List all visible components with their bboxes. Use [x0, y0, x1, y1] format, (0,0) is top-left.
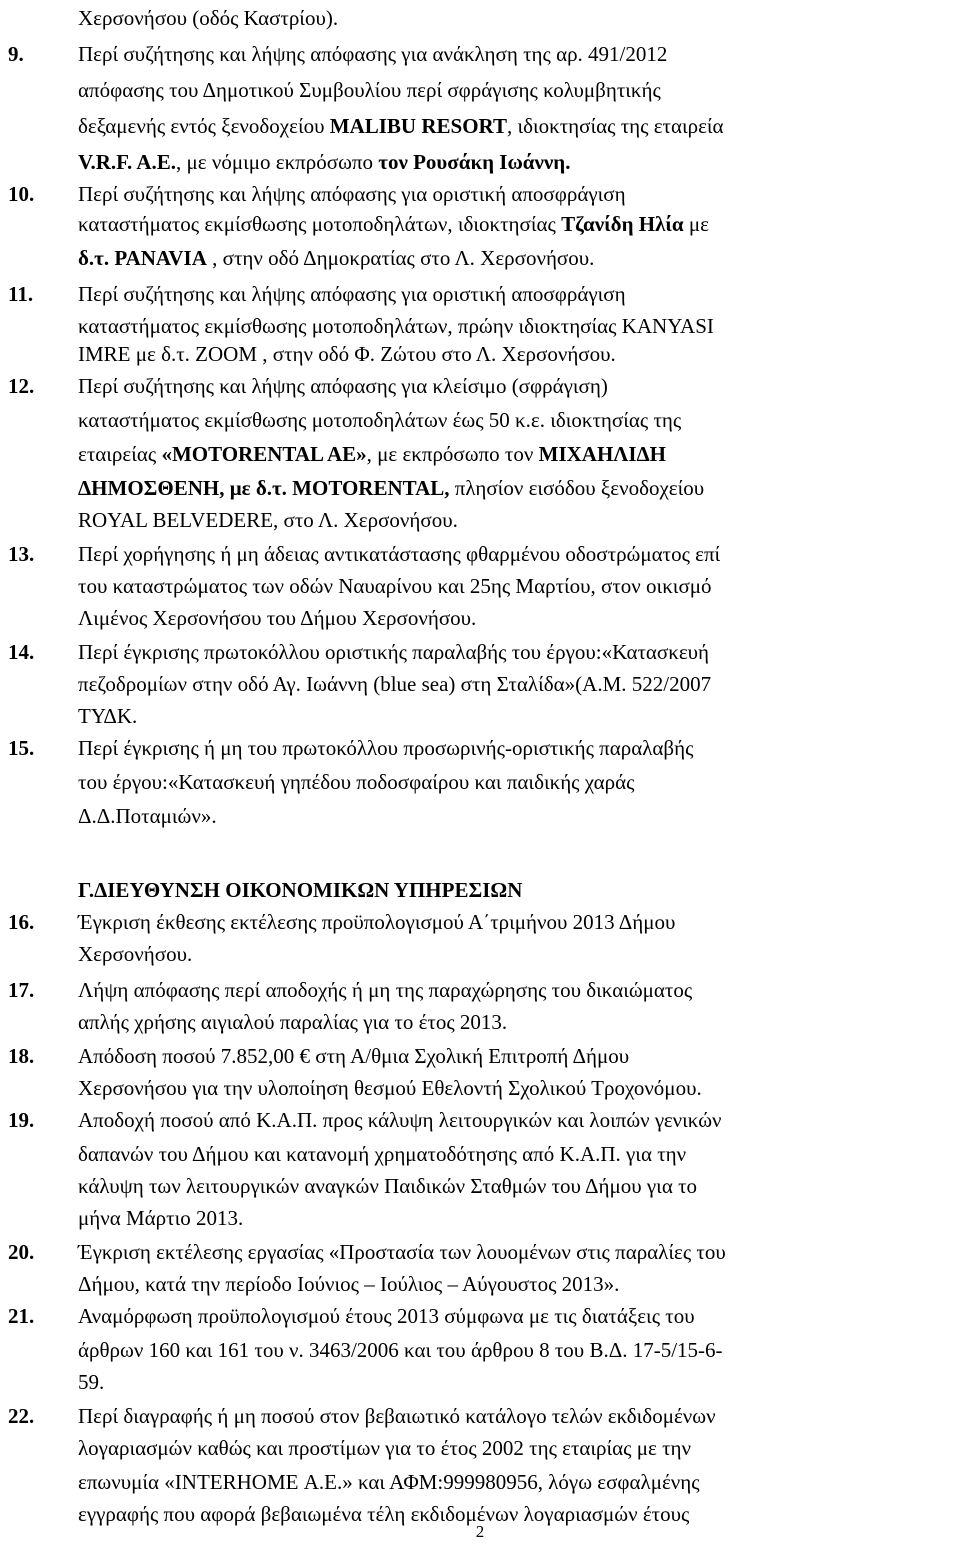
representative-name: τον Ρουσάκη Ιωάννη. [378, 150, 571, 174]
item-22-line-2: λογαριασμών καθώς και προστίμων για το έτος 2002 της εταιρίας με την [78, 1436, 691, 1460]
item-12-line-2: καταστήματος εκμίσθωσης μοτοποδηλάτων έως 50 κ.ε. ιδιοκτησίας της [78, 408, 682, 432]
item-number-16: 16. [8, 910, 35, 934]
item-12-text: , με εκπρόσωπο τον [366, 442, 539, 466]
item-12-line-4 [78, 474, 704, 502]
item-number-13: 13. [8, 542, 35, 566]
item-number-9: 9. [8, 42, 24, 66]
item-number-20: 20. [8, 1240, 35, 1264]
item-number-14: 14. [8, 640, 35, 664]
item-15-line-2: του έργου:«Κατασκευή γηπέδου ποδοσφαίρου και παιδικής χαράς [78, 770, 635, 794]
representative-name: ΜΙΧΑΗΛΙΔΗ [538, 442, 667, 466]
item-9-text: δεξαμενής εντός ξενοδοχείου [78, 114, 330, 138]
item-20-line-2: Δήμου, κατά την περίοδο Ιούνιος – Ιούλιος – Αύγουστος 2013». [78, 1272, 620, 1296]
item-16-line-2: Χερσονήσου. [78, 942, 193, 966]
owner-name: Τζανίδη Ηλία [561, 212, 684, 236]
item-11-line-2: καταστήματος εκμίσθωσης μοτοποδηλάτων, πρώην ιδιοκτησίας KANYASI [78, 314, 714, 338]
item-number-19: 19. [8, 1108, 35, 1132]
item-21-line-2: άρθρων 160 και 161 του ν. 3463/2006 και του άρθρου 8 του Β.Δ. 17-5/15-6- [78, 1338, 723, 1362]
item-12-line-3 [78, 440, 666, 468]
item-12-text: πλησίον εισόδου ξενοδοχείου [449, 476, 705, 500]
item-11-line-3: IMRE με δ.τ. ZOOM , στην οδό Φ. Ζώτου στο Λ. Χερσονήσου. [78, 342, 616, 366]
item-number-18: 18. [8, 1044, 35, 1068]
item-14-line-1: Περί έγκρισης πρωτοκόλλου οριστικής παραλαβής του έργου:«Κατασκευή [78, 640, 710, 664]
item-19-line-2: δαπανών του Δήμου και κατανομή χρηματοδότησης από Κ.Α.Π. για την [78, 1142, 687, 1166]
item-17-line-2: απλής χρήσης αιγιαλού παραλίας για το έτος 2013. [78, 1010, 508, 1034]
section-heading: Γ.ΔΙΕΥΘΥΝΣΗ ΟΙΚΟΝΟΜΙΚΩΝ ΥΠΗΡΕΣΙΩΝ [78, 878, 523, 902]
item-number-12: 12. [8, 374, 35, 398]
company-name: V.R.F. A.E. [78, 150, 177, 174]
hotel-name: MALIBU RESORT [329, 114, 507, 138]
item-21-line-3: 59. [78, 1370, 105, 1394]
item-19-line-3: κάλυψη των λειτουργικών αναγκών Παιδικών Σταθμών του Δήμου για το [78, 1174, 698, 1198]
page-number: 2 [475, 1522, 485, 1541]
item-9-text: , ιδιοκτησίας της εταιρεία [506, 114, 724, 138]
item-14-line-2: πεζοδρομίων στην οδό Αγ. Ιωάννη (blue sea) στη Σταλίδα»(Α.Μ. 522/2007 [78, 672, 712, 696]
item-number-10: 10. [8, 182, 35, 206]
item-19-line-4: μήνα Μάρτιο 2013. [78, 1206, 244, 1230]
item-22-line-1: Περί διαγραφής ή μη ποσού στον βεβαιωτικό κατάλογο τελών εκδιδομένων [78, 1404, 716, 1428]
company-name: «MOTORENTAL AE» [161, 442, 367, 466]
item-number-11: 11. [8, 282, 34, 306]
item-16-line-1: Έγκριση έκθεσης εκτέλεσης προϋπολογισμού Α΄τριμήνου 2013 Δήμου [78, 910, 676, 934]
item-13-line-3: Λιμένος Χερσονήσου του Δήμου Χερσονήσου. [78, 606, 477, 630]
item-9-line-1: Περί συζήτησης και λήψης απόφασης για ανάκληση της αρ. 491/2012 [78, 42, 668, 66]
item-18-line-1: Απόδοση ποσού 7.852,00 € στη Α/θμια Σχολική Επιτροπή Δήμου [78, 1044, 630, 1068]
item-10-line-1: Περί συζήτησης και λήψης απόφασης για οριστική αποσφράγιση [78, 182, 626, 206]
item-15-line-3: Δ.Δ.Ποταμιών». [78, 804, 217, 828]
item-11-line-1: Περί συζήτησης και λήψης απόφασης για οριστική αποσφράγιση [78, 282, 626, 306]
item-17-line-1: Λήψη απόφασης περί αποδοχής ή μη της παραχώρησης του δικαιώματος [78, 978, 693, 1002]
item-10-text: , στην οδό Δημοκρατίας στο Λ. Χερσονήσου. [206, 246, 595, 270]
item-21-line-1: Αναμόρφωση προϋπολογισμού έτους 2013 σύμφωνα με τις διατάξεις του [78, 1304, 695, 1328]
item-number-15: 15. [8, 736, 35, 760]
item-22-line-3: επωνυμία «INTERHOME Α.Ε.» και ΑΦΜ:999980956, λόγω εσφαλμένης [78, 1470, 700, 1494]
item-number-17: 17. [8, 978, 35, 1002]
representative-trade-name: ΔΗΜΟΣΘΕΝΗ, με δ.τ. MOTORENTAL, [78, 476, 450, 500]
item-19-line-1: Αποδοχή ποσού από Κ.Α.Π. προς κάλυψη λειτουργικών και λοιπών γενικών [78, 1108, 722, 1132]
item-10-text: με [683, 212, 709, 236]
item-number-22: 22. [8, 1404, 35, 1428]
item-18-line-2: Χερσονήσου για την υλοποίηση θεσμού Εθελοντή Σχολικού Τροχονόμου. [78, 1076, 702, 1100]
item-9-line-3 [78, 112, 724, 140]
item-10-line-2 [78, 210, 709, 238]
item-12-text: εταιρείας [78, 442, 162, 466]
item-12-line-5: ROYAL BELVEDERE, στο Λ. Χερσονήσου. [78, 508, 458, 532]
item-22-line-4: εγγραφής που αφορά βεβαιωμένα τέλη εκδιδομένων λογαριασμών έτους [78, 1502, 690, 1526]
item-9-line-2: απόφασης του Δημοτικού Συμβουλίου περί σφράγισης κολυμβητικής [78, 78, 661, 102]
item-10-text: καταστήματος εκμίσθωσης μοτοποδηλάτων, ιδιοκτησίας [78, 212, 562, 236]
item-10-line-3 [78, 244, 594, 272]
item-15-line-1: Περί έγκρισης ή μη του πρωτοκόλλου προσωρινής-οριστικής παραλαβής [78, 736, 694, 760]
item-13-line-2: του καταστρώματος των οδών Ναυαρίνου και 25ης Μαρτίου, στον οικισμό [78, 574, 712, 598]
item-9-text: , με νόμιμο εκπρόσωπο [176, 150, 379, 174]
trade-name: δ.τ. PANAVIA [78, 246, 207, 270]
item-20-line-1: Έγκριση εκτέλεσης εργασίας «Προστασία των λουομένων στις παραλίες του [78, 1240, 726, 1264]
continuation-line: Χερσονήσου (οδός Καστρίου). [78, 6, 339, 30]
item-14-line-3: ΤΥΔΚ. [78, 704, 138, 728]
item-12-line-1: Περί συζήτησης και λήψης απόφασης για κλείσιμο (σφράγιση) [78, 374, 608, 398]
item-13-line-1: Περί χορήγησης ή μη άδειας αντικατάστασης φθαρμένου οδοστρώματος επί [78, 542, 721, 566]
item-number-21: 21. [8, 1304, 35, 1328]
item-9-line-4 [78, 148, 570, 176]
